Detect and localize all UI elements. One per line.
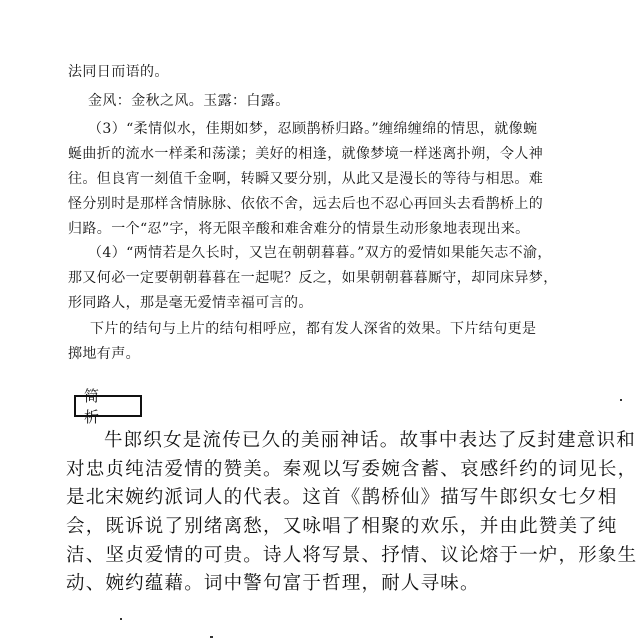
scan-speck [620,399,622,401]
text-line: 那又何必一定要朝朝暮暮在一起呢？反之，如果朝朝暮暮厮守，却同床异梦， [68,270,558,286]
text-line: 法同日而语的。 [68,64,169,80]
text-line: （4）“两情若是久长时，又岂在朝朝暮暮。”双方的爱情如果能矢志不渝， [88,245,552,261]
text-line: 怪分别时是那样含情脉脉、依依不舍，远去后也不忍心再回头去看鹊桥上的 [68,196,544,212]
scan-speck [120,618,122,620]
text-line: 下片的结句与上片的结句相呼应，都有发人深省的效果。下片结句更是 [90,321,537,337]
text-line: 归路。一个“忍”字，将无限辛酸和难舍难分的情景生动形象地表现出来。 [68,221,530,237]
text-line: 蜒曲折的流水一样柔和荡漾；美好的相逢，就像梦境一样迷离扑朔，令人神 [68,146,544,162]
analysis-line: 洁、坚贞爱情的可贵。诗人将写景、抒情、议论熔于一炉，形象生 [66,545,638,566]
analysis-line: 动、婉约蕴藉。词中警句富于哲理，耐人寻味。 [66,573,480,594]
analysis-line: 会，既诉说了别绪离愁，又咏唱了相聚的欢乐，并由此赞美了纯 [66,516,618,537]
text-line: （3）“柔情似水，佳期如梦，忍顾鹊桥归路。”缠绵缠绵的情思，就像蜿 [88,121,538,137]
text-line: 形同路人，那是毫无爱情幸福可言的。 [68,295,313,311]
text-line: 掷地有声。 [68,346,140,362]
analysis-line: 牛郎织女是流传已久的美丽神话。故事中表达了反封建意识和 [104,430,636,451]
text-line: 往。但良宵一刻值千金啊，转瞬又要分别，从此又是漫长的等待与相思。难 [68,171,544,187]
analysis-line: 是北宋婉约派词人的代表。这首《鹊桥仙》描写牛郎织女七夕相 [66,487,618,508]
text-line: 金风：金秋之风。玉露：白露。 [88,93,290,109]
analysis-line: 对忠贞纯洁爱情的赞美。秦观以写委婉含蓄、哀感纤约的词见长， [66,459,638,480]
scan-speck [210,636,213,638]
section-heading-analysis: 简 析 [74,395,142,417]
